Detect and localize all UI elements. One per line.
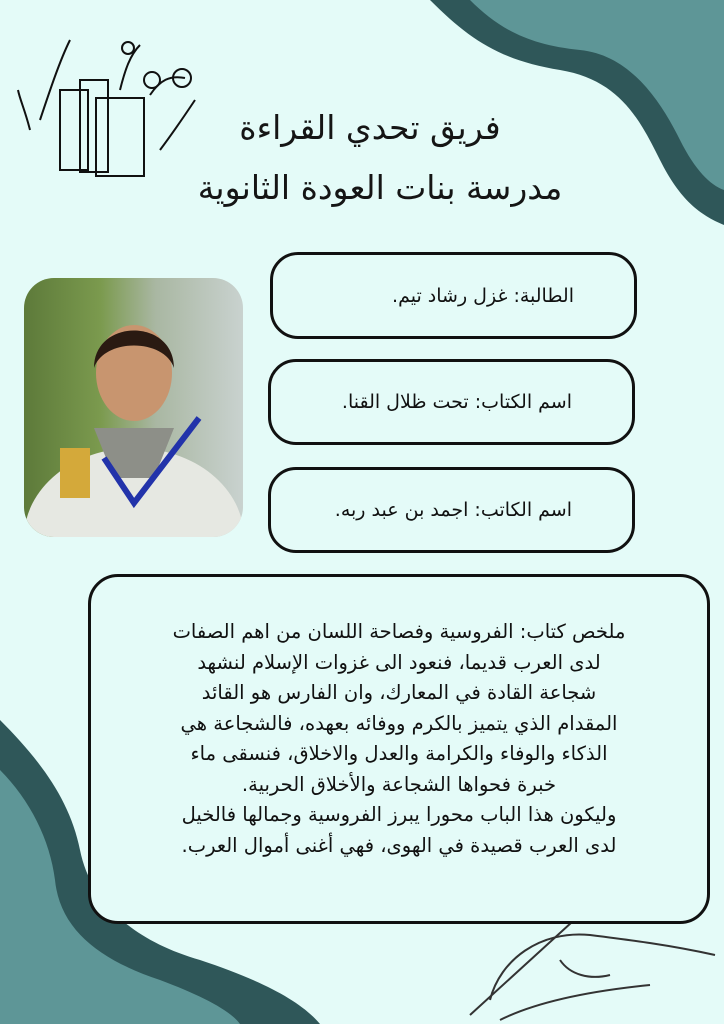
book-title: اسم الكتاب: تحت ظلال القنا.: [341, 391, 572, 413]
summary-line: ملخص كتاب: الفروسية وفصاحة اللسان من اهم الصفات: [172, 620, 626, 643]
team-title: فريق تحدي القراءة: [239, 108, 501, 147]
summary-line: لدى العرب قصيدة في الهوى، فهي أغنى أموال العرب.: [181, 833, 617, 857]
student-name-box: [270, 252, 637, 339]
summary-line: الذكاء والوفاء والكرامة والعدل والاخلاق، فنسقى ماء: [190, 742, 608, 765]
summary-line: خبرة فحواها الشجاعة والأخلاق الحربية.: [241, 772, 557, 796]
summary-line: لدى العرب قديما، فنعود الى غزوات الإسلام لنشهد: [197, 650, 601, 674]
student-photo: [24, 278, 243, 537]
student-figure: [24, 278, 243, 537]
book-title-box: [268, 359, 635, 445]
summary-line: المقدام الذي يتميز بالكرم ووفائه بعهده، فالشجاعة هي: [180, 711, 618, 735]
author-name-box: [268, 467, 635, 553]
summary-line: شجاعة القادة في المعارك، وان الفارس هو القائد: [201, 681, 597, 704]
student-name: الطالبة: غزل رشاد تيم.: [392, 284, 574, 307]
school-title: مدرسة بنات العودة الثانوية: [197, 168, 563, 207]
summary-line: وليكون هذا الباب محورا يبرز الفروسية وجمالها فالخيل: [181, 803, 617, 826]
book-summary: [88, 574, 710, 924]
author-name: اسم الكاتب: اجمد بن عبد ربه.: [334, 499, 572, 521]
